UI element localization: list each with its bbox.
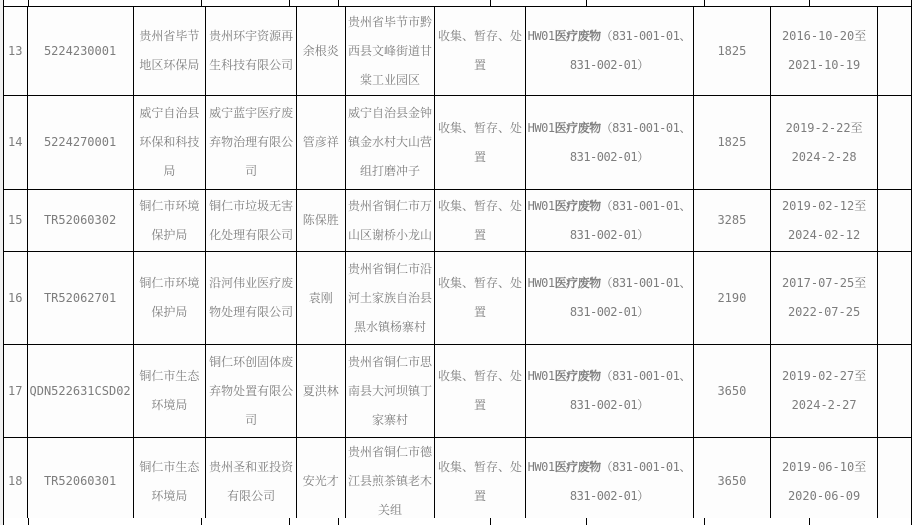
cell-waste-category: [525, 96, 693, 190]
cell-quantity: 1825: [693, 7, 770, 96]
validity-to: 2021-10-19: [787, 58, 861, 72]
cell-operations: 收集、暂存、处置: [435, 190, 525, 252]
cell-legal-person: 安光才: [296, 438, 345, 525]
waste-line1: HW01医疗废物（831-001-01、: [527, 29, 691, 43]
cell-row-number: 15: [4, 190, 28, 252]
partial-row-bottom: [3, 518, 912, 525]
cell-license-no: TR52060302: [27, 190, 133, 252]
cell-authority: 铜仁市生态环境局: [133, 438, 206, 525]
table-row: [4, 190, 912, 252]
table-row: [4, 7, 912, 96]
cell-address: 贵州省铜仁市沿河土家族自治县黑水镇杨寨村: [345, 252, 435, 345]
cell-waste-category: [525, 7, 693, 96]
cell-license-no: QDN522631CSD02: [27, 345, 133, 438]
cell-company: 贵州环宇资源再生科技有限公司: [206, 7, 297, 96]
cell-address: 贵州省铜仁市思南县大河坝镇丁家寨村: [345, 345, 435, 438]
cell-operations: 收集、暂存、处置: [435, 345, 525, 438]
cell-authority: 铜仁市环境保护局: [133, 190, 206, 252]
waste-line2: 831-002-01）: [569, 398, 649, 412]
waste-line1: HW01医疗废物（831-001-01、: [527, 369, 691, 383]
cell-company: 铜仁环创固体废弃物处置有限公司: [206, 345, 297, 438]
validity-from: 2019-06-10至: [781, 459, 867, 474]
cell-license-no: 5224270001: [27, 96, 133, 190]
validity-to: 2024-2-28: [791, 149, 857, 164]
waste-line1: HW01医疗废物（831-001-01、: [527, 276, 691, 290]
cell-authority: 贵州省毕节地区环保局: [133, 7, 206, 96]
cell-waste-category: [525, 345, 693, 438]
cell-validity: [770, 96, 877, 190]
cell-extra: [878, 96, 912, 190]
validity-from: 2019-02-12至: [781, 198, 867, 213]
cell-validity: [770, 438, 877, 525]
cell-row-number: 16: [4, 252, 28, 345]
cell-authority: 铜仁市环境保护局: [133, 252, 206, 345]
cell-license-no: TR52062701: [27, 252, 133, 345]
cell-address: 贵州省铜仁市万山区谢桥小龙山: [345, 190, 435, 252]
table-row: [4, 252, 912, 345]
waste-line2: 831-002-01）: [569, 227, 649, 242]
waste-line1: HW01医疗废物（831-001-01、: [527, 198, 691, 213]
cell-authority: 铜仁市生态环境局: [133, 345, 206, 438]
cell-extra: [878, 7, 912, 96]
cell-quantity: 2190: [693, 252, 770, 345]
cell-operations: 收集、暂存、处置: [435, 438, 525, 525]
validity-from: 2016-10-20至: [781, 29, 867, 43]
cell-row-number: 14: [4, 96, 28, 190]
cell-validity: [770, 190, 877, 252]
cell-authority: 威宁自治县环保和科技局: [133, 96, 206, 190]
cell-waste-category: [525, 438, 693, 525]
validity-to: 2024-2-27: [791, 398, 857, 412]
cell-operations: 收集、暂存、处置: [435, 96, 525, 190]
cell-operations: 收集、暂存、处置: [435, 7, 525, 96]
cell-license-no: TR52060301: [27, 438, 133, 525]
waste-line2: 831-002-01）: [569, 488, 649, 503]
waste-line1: HW01医疗废物（831-001-01、: [527, 459, 691, 474]
hazardous-waste-license-table: [3, 6, 912, 525]
cell-validity: [770, 345, 877, 438]
table-row: [4, 438, 912, 525]
cell-legal-person: 余根炎: [296, 7, 345, 96]
cell-quantity: 3650: [693, 345, 770, 438]
cell-legal-person: 夏洪林: [296, 345, 345, 438]
cell-company: 铜仁市垃圾无害化处理有限公司: [206, 190, 297, 252]
cell-extra: [878, 345, 912, 438]
validity-from: 2019-2-22至: [785, 120, 863, 135]
cell-company: 威宁蓝宇医疗废弃物治理有限公司: [206, 96, 297, 190]
cell-address: 威宁自治县金钟镇金水村大山营组打磨冲子: [345, 96, 435, 190]
validity-to: 2020-06-09: [787, 488, 861, 503]
cell-legal-person: 陈保胜: [296, 190, 345, 252]
cell-operations: 收集、暂存、处置: [435, 252, 525, 345]
table-row: [4, 345, 912, 438]
cell-extra: [878, 190, 912, 252]
waste-line2: 831-002-01）: [569, 305, 649, 319]
cell-extra: [878, 252, 912, 345]
cell-row-number: 18: [4, 438, 28, 525]
cell-row-number: 17: [4, 345, 28, 438]
cell-company: 沿河伟业医疗废物处理有限公司: [206, 252, 297, 345]
cell-legal-person: 袁刚: [296, 252, 345, 345]
cell-company: 贵州圣和亚投资有限公司: [206, 438, 297, 525]
validity-to: 2022-07-25: [787, 305, 861, 319]
validity-to: 2024-02-12: [787, 227, 861, 242]
cell-legal-person: 管彦祥: [296, 96, 345, 190]
waste-line1: HW01医疗废物（831-001-01、: [527, 120, 691, 135]
validity-from: 2017-07-25至: [781, 276, 867, 290]
cell-extra: [878, 438, 912, 525]
table-row: [4, 96, 912, 190]
cell-license-no: 5224230001: [27, 7, 133, 96]
cell-address: 贵州省毕节市黔西县文峰街道甘棠工业园区: [345, 7, 435, 96]
cell-waste-category: [525, 190, 693, 252]
cell-quantity: 3650: [693, 438, 770, 525]
waste-line2: 831-002-01）: [569, 149, 649, 164]
cell-validity: [770, 7, 877, 96]
cell-row-number: 13: [4, 7, 28, 96]
cell-quantity: 1825: [693, 96, 770, 190]
cell-validity: [770, 252, 877, 345]
validity-from: 2019-02-27至: [781, 369, 867, 383]
cell-quantity: 3285: [693, 190, 770, 252]
cell-waste-category: [525, 252, 693, 345]
cell-address: 贵州省铜仁市德江县煎茶镇老木关组: [345, 438, 435, 525]
waste-line2: 831-002-01）: [569, 58, 649, 72]
